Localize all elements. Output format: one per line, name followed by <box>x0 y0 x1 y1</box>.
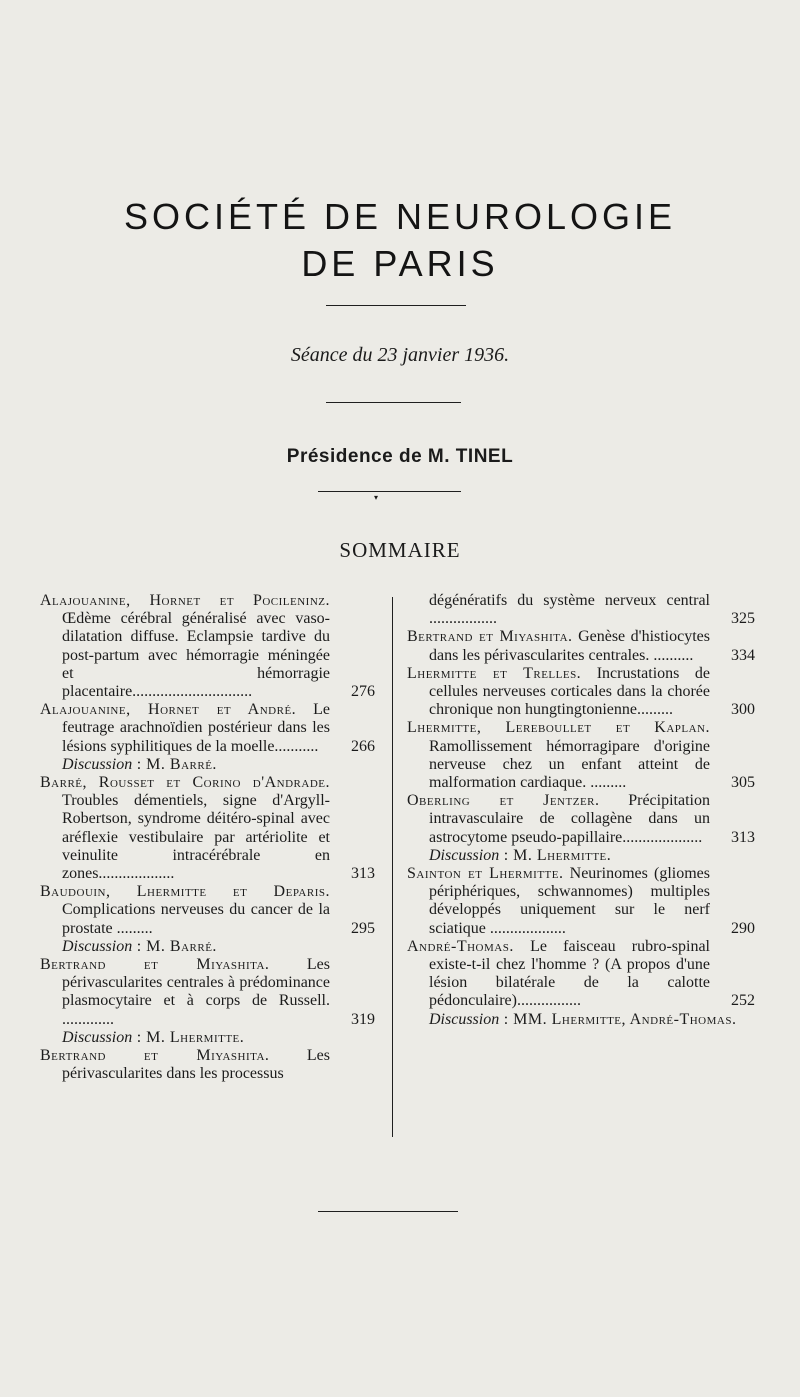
sommaire-entry <box>407 592 755 628</box>
entry-discussion <box>40 756 375 774</box>
sommaire-entry <box>407 865 755 938</box>
entry-text <box>40 774 330 883</box>
entry-page-number: 319 <box>351 1010 375 1028</box>
discussion-names: : M. Barré. <box>132 937 217 955</box>
entry-text <box>407 665 710 720</box>
entry-text <box>407 628 710 664</box>
entry-authors: Oberling et Jentzer. <box>407 792 600 810</box>
sommaire-entry <box>40 883 375 938</box>
entry-page-number: 305 <box>731 774 755 792</box>
sommaire-entry <box>40 956 375 1029</box>
sommaire-entry <box>40 592 375 701</box>
rule-under-presidence <box>318 491 461 492</box>
journal-title-line1: SOCIÉTÉ DE NEUROLOGIE <box>123 196 677 237</box>
sommaire-heading: SOMMAIRE <box>339 538 461 562</box>
entry-title: Œdème cérébral généralisé avec vaso-dilatation diffuse. Eclampsie tardive du post-partum avec hémorragie méningée et hémorragie placentaire.............................. <box>62 610 330 701</box>
sommaire-entry <box>40 701 375 756</box>
sommaire-entry <box>407 628 755 664</box>
entry-title: Le faisceau rubro-spinal existe-t-il chez l'homme ? (A propos d'une lésion bilatérale de la calotte pédonculaire)................ <box>429 937 710 1010</box>
entry-page-number: 276 <box>351 683 375 701</box>
rule-bottom <box>318 1211 458 1212</box>
entry-authors: Bertrand et Miyashita. <box>40 956 270 974</box>
entry-authors: Sainton et Lhermitte. <box>407 865 564 883</box>
journal-title-line2: DE PARIS <box>301 243 499 284</box>
entry-text <box>40 701 330 756</box>
seance-date: Séance du 23 janvier 1936. <box>290 344 510 366</box>
entry-page-number: 290 <box>731 919 755 937</box>
entry-title: Neurinomes (gliomes périphériques, schwannomes) multiples développés uniquement sur le nerf sciatique ................... <box>429 865 710 937</box>
entry-discussion <box>407 847 755 865</box>
sommaire-entry <box>407 792 755 847</box>
entry-title: Les périvascularites centrales à prédominance plasmocytaire et à corps de Russell. ............. <box>62 956 330 1028</box>
entry-page-number: 334 <box>731 646 755 664</box>
entry-text <box>40 883 330 938</box>
column-divider <box>392 597 393 1137</box>
entry-title: Les périvascularites dans les processus <box>62 1047 330 1083</box>
presidence-line: Présidence de M. TINEL <box>286 446 514 467</box>
entry-text <box>407 865 710 938</box>
entry-page-number: 300 <box>731 701 755 719</box>
discussion-names: : M. Barré. <box>132 755 217 773</box>
entry-authors: Baudouin, Lhermitte et Deparis. <box>40 883 330 901</box>
entry-title: Complications nerveuses du cancer de la prostate ......... <box>62 901 330 937</box>
entry-authors: Alajouanine, Hornet et Pocileninz. <box>40 592 330 609</box>
rule-under-title <box>326 305 466 306</box>
sommaire-right-column <box>407 592 755 1029</box>
entry-page-number: 313 <box>351 865 375 883</box>
entry-text <box>40 1047 330 1083</box>
entry-discussion <box>40 938 375 956</box>
ornament-mark: ▾ <box>374 493 379 502</box>
entry-authors: Barré, Rousset et Corino d'Andrade. <box>40 774 330 792</box>
sommaire-left-column <box>40 592 375 1083</box>
entry-title: dégénératifs du système nerveux central ................. <box>429 592 710 628</box>
entry-authors: André-Thomas. <box>407 937 514 955</box>
sommaire-entry <box>40 1047 375 1083</box>
entry-page-number: 313 <box>731 828 755 846</box>
discussion-label: Discussion <box>429 846 500 864</box>
entry-text <box>407 938 710 1011</box>
entry-authors: Alajouanine, Hornet et André. <box>40 701 297 719</box>
entry-authors: Bertrand et Miyashita. <box>40 1047 270 1065</box>
entry-authors: Bertrand et Miyashita. <box>407 628 573 646</box>
discussion-label: Discussion <box>429 1010 500 1028</box>
entry-discussion <box>407 1011 755 1029</box>
entry-discussion <box>40 1029 375 1047</box>
discussion-names: : MM. Lhermitte, André-Thomas. <box>499 1010 737 1028</box>
discussion-names: : M. Lhermitte. <box>499 846 612 864</box>
discussion-label: Discussion <box>62 755 133 773</box>
discussion-names: : M. Lhermitte. <box>132 1028 245 1046</box>
discussion-label: Discussion <box>62 937 133 955</box>
entry-title: Précipitation intravasculaire de collagène dans un astrocytome pseudo-papillaire.................... <box>429 792 710 846</box>
entry-page-number: 295 <box>351 919 375 937</box>
entry-page-number: 252 <box>731 992 755 1010</box>
entry-page-number: 325 <box>731 610 755 628</box>
sommaire-entry <box>407 938 755 1011</box>
entry-text <box>40 592 330 701</box>
entry-page-number: 266 <box>351 737 375 755</box>
entry-title: Ramollissement hémorragipare d'origine nerveuse chez un enfant atteint de malformation cardiaque. ......... <box>429 737 710 792</box>
sommaire-entry <box>407 665 755 720</box>
entry-title: Troubles démentiels, signe d'Argyll-Robertson, syndrome déitéro-spinal avec aréflexie vestibulaire par artériolite et veinulite intracérébrale en zones................... <box>62 792 330 883</box>
entry-text <box>407 592 710 628</box>
discussion-label: Discussion <box>62 1028 133 1046</box>
entry-title: Genèse d'histiocytes dans les périvascularites centrales. .......... <box>429 628 710 664</box>
entry-title: Incrustations de cellules nerveuses corticales dans la chorée chronique non hungtingtonienne......... <box>429 664 710 719</box>
entry-title: Le feutrage arachnoïdien postérieur dans les lésions syphilitiques de la moelle........... <box>62 701 330 755</box>
entry-text <box>407 792 710 847</box>
sommaire-entry <box>407 719 755 792</box>
entry-text <box>407 719 710 792</box>
entry-text <box>40 956 330 1029</box>
entry-authors: Lhermitte, Lereboullet et Kaplan. <box>407 719 710 737</box>
entry-authors: Lhermitte et Trelles. <box>407 664 582 682</box>
rule-under-seance <box>326 402 461 403</box>
sommaire-entry <box>40 774 375 883</box>
